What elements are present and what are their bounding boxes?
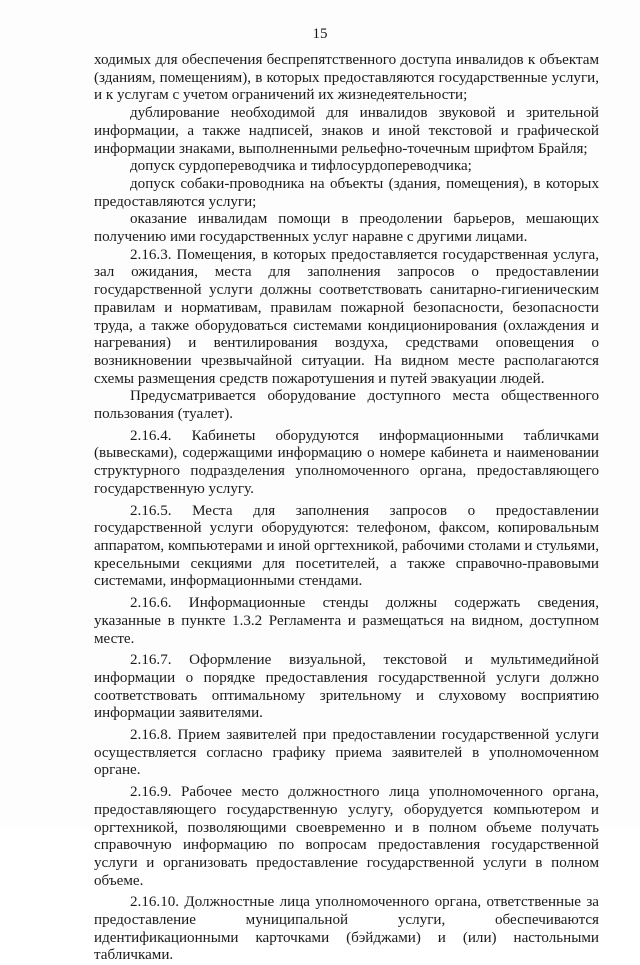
paragraph: оказание инвалидам помощи в преодолении барьеров, мешающих получению ими государственных услуг наравне с другими лицами. [94,211,599,246]
paragraph: допуск сурдопереводчика и тифлосурдопереводчика; [130,158,472,175]
paragraph: 2.16.10. Должностные лица уполномоченного органа, ответственные за предоставление муниципальной услуги, обеспечиваются идентификационными карточками (бэйджами) и (или) настольными табличками. [94,894,599,964]
paragraph: 2.16.9. Рабочее место должностного лица уполномоченного органа, предоставляющего государственную услугу, оборудуется компьютером и оргтехникой, позволяющими своевременно и в полном объеме получать справочную информацию по вопросам предоставления государственной услуги и организовать предоставление государственной услуги в полном объеме. [94,784,599,889]
paragraph: ходимых для обеспечения беспрепятственного доступа инвалидов к объектам (зданиям, помещениям), в которых предоставляются государственные услуги, и к услугам с учетом ограничений их жизнедеятельности; [94,52,599,104]
page-number: 15 [312,26,328,42]
paragraph: 2.16.6. Информационные стенды должны содержать сведения, указанные в пункте 1.3.2 Регламента и размещаться на видном, доступном месте. [94,595,599,647]
paragraph: 2.16.4. Кабинеты оборудуются информационными табличками (вывесками), содержащими информацию о номере кабинета и наименовании структурного подразделения уполномоченного органа, предоставляющего государственную услугу. [94,427,599,497]
paragraph: 2.16.3. Помещения, в которых предоставляется государственная услуга, зал ожидания, места для заполнения запросов о предоставлении государственной услуги должны соответствовать санитарно-гигиеническим правилам и нормативам, правилам пожарной безопасности, безопасности труда, а также оборудоваться системами кондиционирования (охлаждения и нагревания) и вентилирования воздуха, средствами оповещения о возникновении чрезвычайной ситуации. На видном месте располагаются схемы размещения средств пожаротушения и путей эвакуации людей. [94,246,599,387]
paragraph: 2.16.7. Оформление визуальной, текстовой и мультимедийной информации о порядке предоставления государственной услуги должно соответствовать оптимальному зрительному и слуховому восприятию информации заявителями. [94,652,599,722]
document-body [94,52,599,965]
paragraph: допуск собаки-проводника на объекты (здания, помещения), в которых предоставляются услуги; [94,175,599,210]
paragraph: дублирование необходимой для инвалидов звуковой и зрительной информации, а также надписей, знаков и иной текстовой и графической информации знаками, выполненными рельефно-точечным шрифтом Брайля; [94,105,599,157]
paragraph: Предусматривается оборудование доступного места общественного пользования (туалет). [94,388,599,423]
paragraph: 2.16.8. Прием заявителей при предоставлении государственной услуги осуществляется согласно графику приема заявителей в уполномоченном органе. [94,727,599,779]
paragraph: 2.16.5. Места для заполнения запросов о предоставлении государственной услуги оборудуются: телефоном, факсом, копировальным аппаратом, компьютерами и иной оргтехникой, рабочими столами и стульями, кресельными секциями для посетителей, а также справочно-правовыми системами, информационными стендами. [94,502,599,590]
